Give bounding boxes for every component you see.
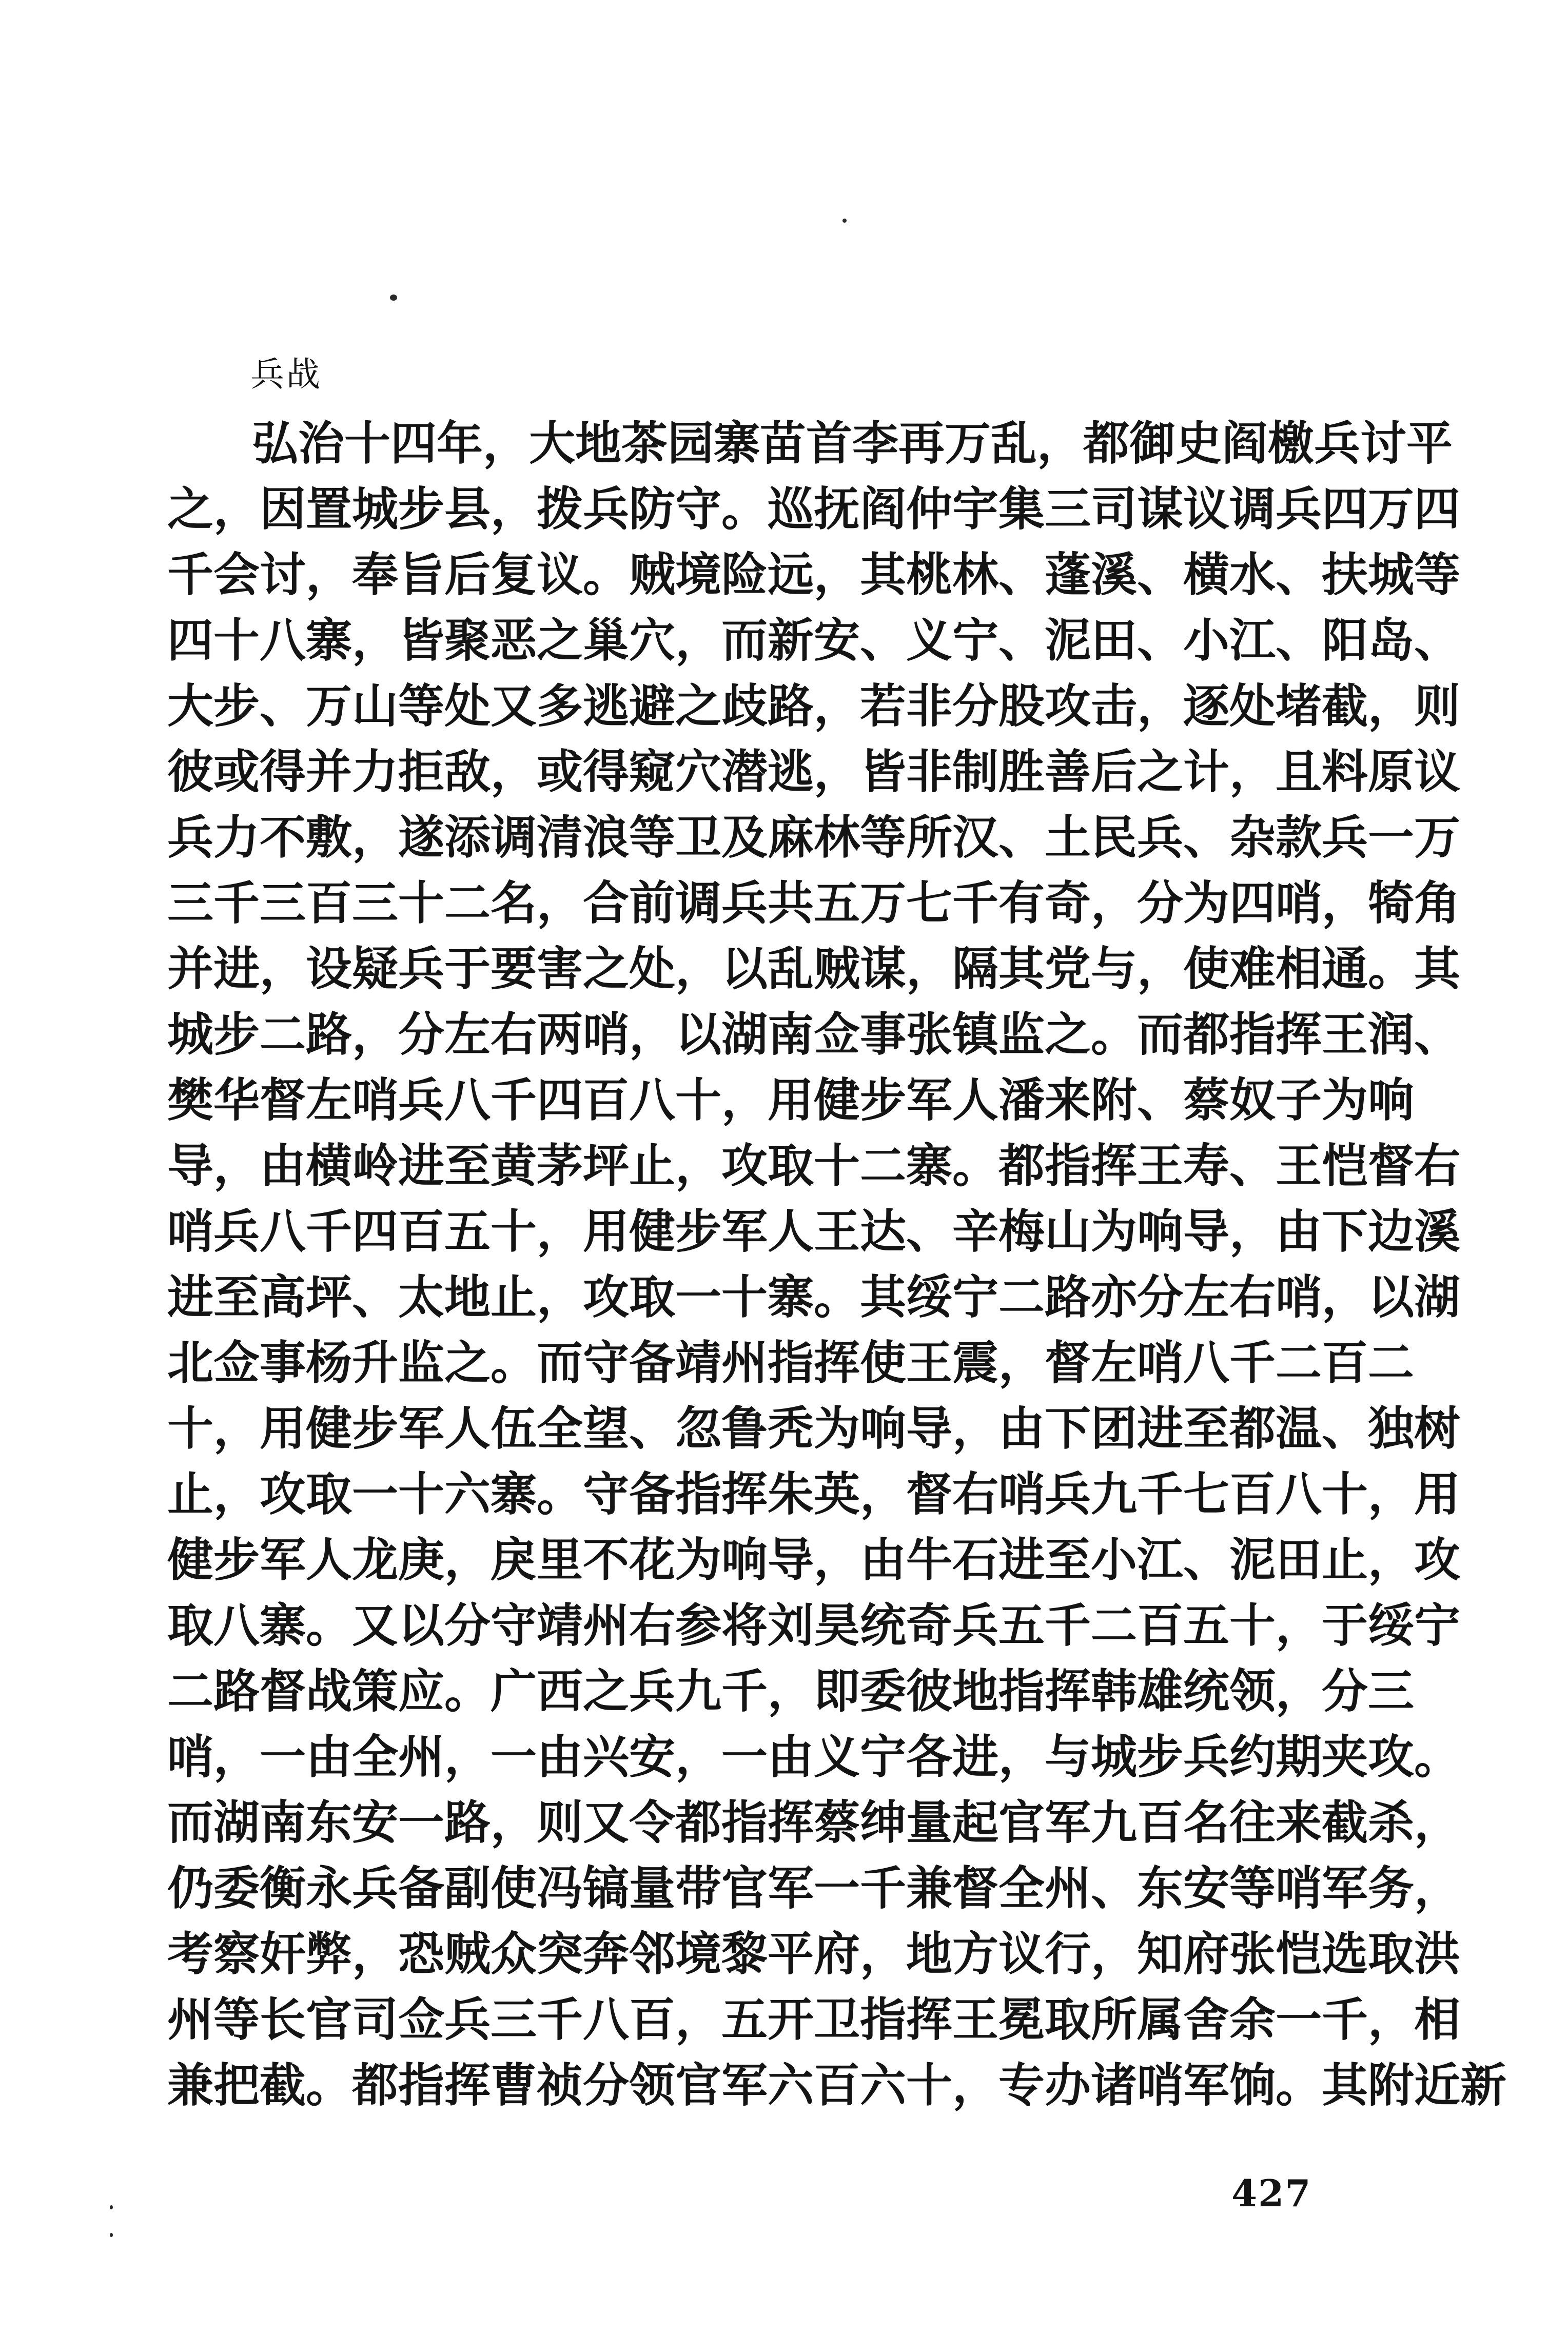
text-line: 北佥事杨升监之。而守备靖州指挥使王震，督左哨八千二百二 (167, 1336, 1414, 1390)
text-line: 考察奸弊，恐贼众突奔邻境黎平府，地方议行，知府张恺选取洪 (167, 1927, 1460, 1981)
text-line: 兵力不敷，遂添调清浪等卫及麻林等所汉、土民兵、杂款兵一万 (167, 810, 1460, 865)
text-line: 千会讨，奉旨后复议。贼境险远，其桃林、蓬溪、横水、扶城等 (167, 547, 1460, 602)
scan-speck (842, 219, 847, 223)
text-line: 哨，一由全州，一由兴安，一由义宁各进，与城步兵约期夹攻。 (167, 1730, 1460, 1784)
text-line: 樊华督左哨兵八千四百八十，用健步军人潘来附、蔡奴子为响 (167, 1073, 1414, 1127)
text-line: 仍委衡永兵备副使冯镐量带官军一千兼督全州、东安等哨军务， (167, 1861, 1460, 1915)
text-line: 哨兵八千四百五十，用健步军人王达、辛梅山为响导，由下边溪 (167, 1204, 1460, 1259)
text-line: 四十八寨，皆聚恶之巢穴，而新安、义宁、泥田、小江、阳岛、 (167, 613, 1460, 668)
page-number: 427 (1231, 2171, 1312, 2215)
scan-speck (110, 2233, 113, 2237)
text-line: 止，攻取一十六寨。守备指挥朱英，督右哨兵九千七百八十，用 (167, 1467, 1460, 1521)
text-line: 彼或得并力拒敌，或得窥穴潜逃，皆非制胜善后之计，且料原议 (167, 744, 1460, 799)
text-line: 大步、万山等处又多逃避之歧路，若非分股攻击，逐处堵截，则 (167, 679, 1460, 733)
text-line: 健步军人龙庚，戾里不花为响导，由牛石进至小江、泥田止，攻 (167, 1533, 1460, 1587)
text-line: 州等长官司佥兵三千八百，五开卫指挥王冕取所属舍余一千，相 (167, 1992, 1460, 2047)
text-line: 兼把截。都指挥曹祯分领官军六百六十，专办诸哨军饷。其附近新 (167, 2058, 1506, 2112)
text-line: 二路督战策应。广西之兵九千，即委彼地指挥韩雄统领，分三 (167, 1664, 1414, 1718)
text-line: 而湖南东安一路，则又令都指挥蔡绅量起官军九百名往来截杀， (167, 1795, 1460, 1850)
section-title: 兵战 (250, 355, 322, 394)
text-line: 十，用健步军人伍全望、忽鲁秃为响导，由下团进至都温、独树 (167, 1401, 1460, 1456)
text-line: 并进，设疑兵于要害之处，以乱贼谋，隔其党与，使难相通。其 (167, 942, 1460, 996)
body-text (167, 410, 1506, 2118)
text-line: 城步二路，分左右两哨，以湖南佥事张镇监之。而都指挥王润、 (167, 1007, 1460, 1062)
scan-speck (390, 295, 397, 301)
text-line: 取八寨。又以分守靖州右参将刘昊统奇兵五千二百五十，于绥宁 (167, 1598, 1460, 1653)
text-line: 导，由横岭进至黄茅坪止，攻取十二寨。都指挥王寿、王恺督右 (167, 1139, 1460, 1193)
text-line: 弘治十四年，大地茶园寨苗首李再万乱，都御史阎檄兵讨平 (252, 416, 1453, 471)
text-line: 三千三百三十二名，合前调兵共五万七千有奇，分为四哨，犄角 (167, 876, 1460, 930)
text-line: 之，因置城步县，拨兵防守。巡抚阎仲宇集三司谋议调兵四万四 (167, 482, 1460, 536)
text-line: 进至高坪、太地止，攻取一十寨。其绥宁二路亦分左右哨，以湖 (167, 1270, 1460, 1324)
scan-speck (110, 2205, 113, 2209)
